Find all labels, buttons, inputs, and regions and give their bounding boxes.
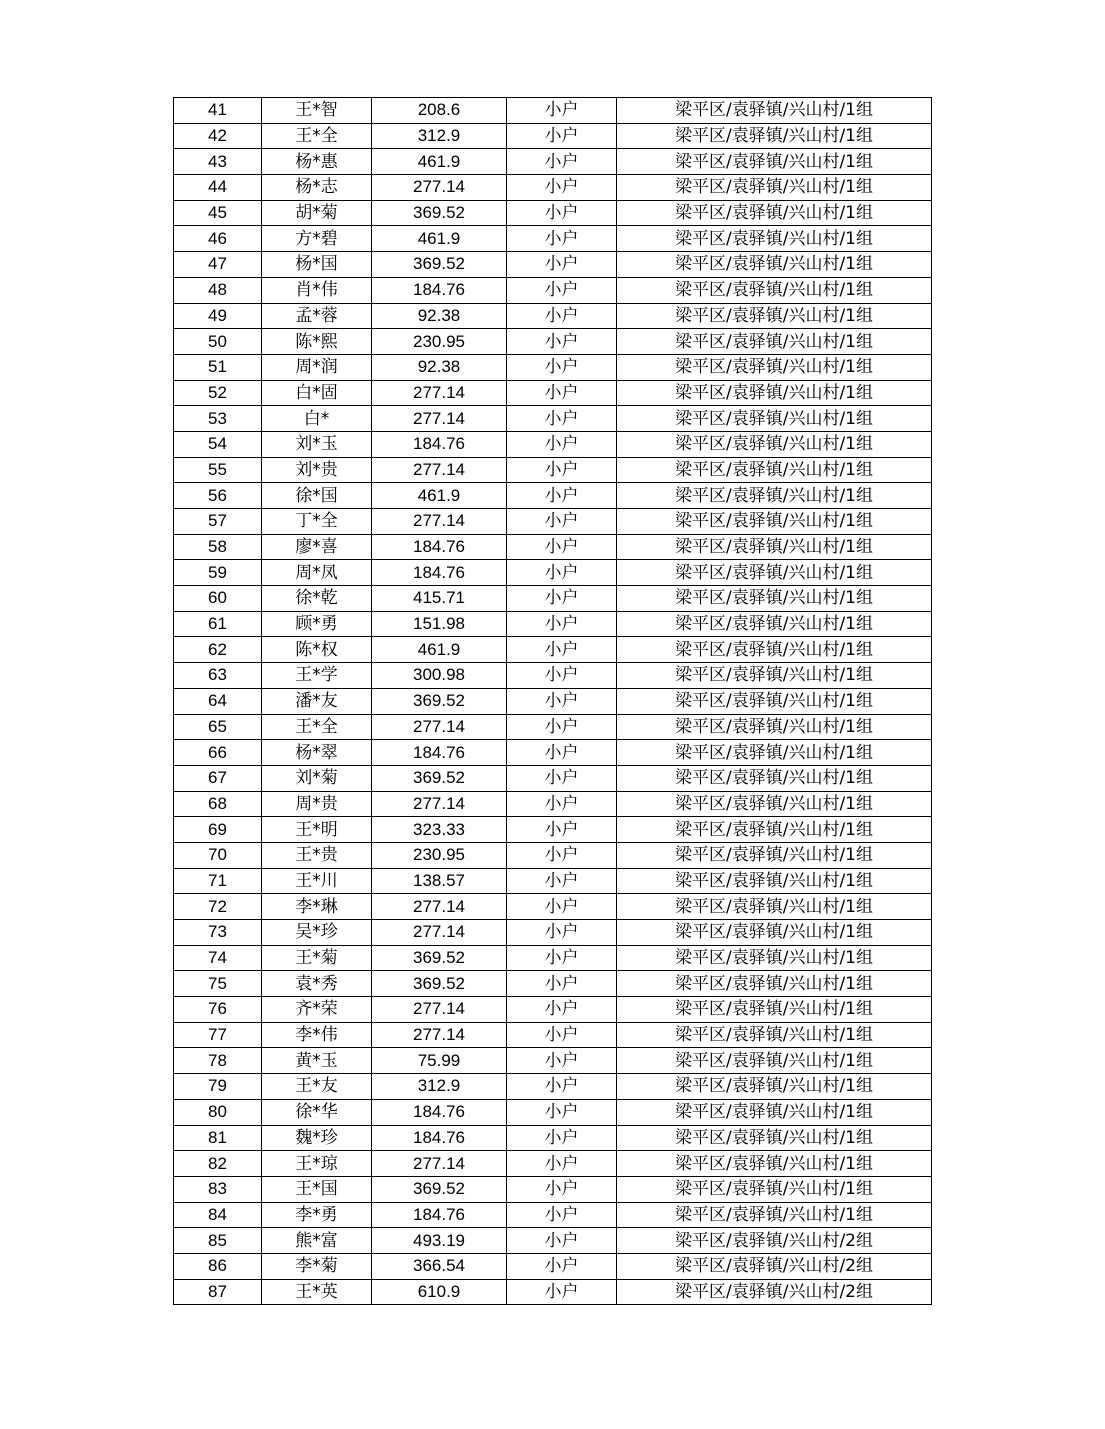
household-type-cell: 小户 (507, 534, 617, 560)
row-number-cell: 80 (174, 1099, 262, 1125)
row-number-cell: 77 (174, 1022, 262, 1048)
name-cell: 孟*蓉 (262, 303, 372, 329)
name-cell: 白* (262, 406, 372, 432)
address-cell: 梁平区/袁驿镇/兴山村/1组 (617, 714, 932, 740)
address-cell: 梁平区/袁驿镇/兴山村/1组 (617, 277, 932, 303)
name-cell: 刘*玉 (262, 431, 372, 457)
name-cell: 杨*国 (262, 252, 372, 278)
amount-cell: 184.76 (372, 740, 507, 766)
name-cell: 陈*熙 (262, 329, 372, 355)
name-cell: 王*友 (262, 1074, 372, 1100)
household-type-cell: 小户 (507, 1074, 617, 1100)
household-type-cell: 小户 (507, 277, 617, 303)
household-type-cell: 小户 (507, 1099, 617, 1125)
table-row (174, 688, 932, 714)
table-row (174, 1074, 932, 1100)
household-type-cell: 小户 (507, 688, 617, 714)
address-cell: 梁平区/袁驿镇/兴山村/1组 (617, 586, 932, 612)
row-number-cell: 46 (174, 226, 262, 252)
table-row (174, 149, 932, 175)
address-cell: 梁平区/袁驿镇/兴山村/1组 (617, 560, 932, 586)
row-number-cell: 76 (174, 997, 262, 1023)
row-number-cell: 85 (174, 1228, 262, 1254)
amount-cell: 184.76 (372, 1202, 507, 1228)
table-row (174, 714, 932, 740)
amount-cell: 461.9 (372, 226, 507, 252)
amount-cell: 461.9 (372, 483, 507, 509)
row-number-cell: 55 (174, 457, 262, 483)
table-row (174, 611, 932, 637)
table-row (174, 817, 932, 843)
amount-cell: 277.14 (372, 791, 507, 817)
table-row (174, 971, 932, 997)
address-cell: 梁平区/袁驿镇/兴山村/1组 (617, 1099, 932, 1125)
table-row (174, 791, 932, 817)
amount-cell: 277.14 (372, 380, 507, 406)
household-type-cell: 小户 (507, 226, 617, 252)
address-cell: 梁平区/袁驿镇/兴山村/1组 (617, 380, 932, 406)
household-type-cell: 小户 (507, 791, 617, 817)
amount-cell: 208.6 (372, 98, 507, 124)
row-number-cell: 62 (174, 637, 262, 663)
address-cell: 梁平区/袁驿镇/兴山村/2组 (617, 1228, 932, 1254)
amount-cell: 461.9 (372, 637, 507, 663)
name-cell: 李*勇 (262, 1202, 372, 1228)
address-cell: 梁平区/袁驿镇/兴山村/1组 (617, 945, 932, 971)
household-type-cell: 小户 (507, 1228, 617, 1254)
table-row (174, 200, 932, 226)
address-cell: 梁平区/袁驿镇/兴山村/1组 (617, 329, 932, 355)
household-type-cell: 小户 (507, 714, 617, 740)
address-cell: 梁平区/袁驿镇/兴山村/1组 (617, 509, 932, 535)
address-cell: 梁平区/袁驿镇/兴山村/1组 (617, 252, 932, 278)
amount-cell: 277.14 (372, 175, 507, 201)
table-row (174, 175, 932, 201)
amount-cell: 75.99 (372, 1048, 507, 1074)
table-row (174, 894, 932, 920)
address-cell: 梁平区/袁驿镇/兴山村/1组 (617, 817, 932, 843)
name-cell: 袁*秀 (262, 971, 372, 997)
address-cell: 梁平区/袁驿镇/兴山村/1组 (617, 842, 932, 868)
amount-cell: 277.14 (372, 509, 507, 535)
amount-cell: 300.98 (372, 663, 507, 689)
name-cell: 杨*翠 (262, 740, 372, 766)
household-type-cell: 小户 (507, 149, 617, 175)
household-type-cell: 小户 (507, 1048, 617, 1074)
table-row (174, 765, 932, 791)
row-number-cell: 59 (174, 560, 262, 586)
table-row (174, 868, 932, 894)
row-number-cell: 56 (174, 483, 262, 509)
name-cell: 徐*乾 (262, 586, 372, 612)
address-cell: 梁平区/袁驿镇/兴山村/1组 (617, 483, 932, 509)
row-number-cell: 44 (174, 175, 262, 201)
row-number-cell: 74 (174, 945, 262, 971)
table-row (174, 1253, 932, 1279)
name-cell: 刘*贵 (262, 457, 372, 483)
row-number-cell: 68 (174, 791, 262, 817)
name-cell: 魏*珍 (262, 1125, 372, 1151)
row-number-cell: 81 (174, 1125, 262, 1151)
address-cell: 梁平区/袁驿镇/兴山村/2组 (617, 1253, 932, 1279)
amount-cell: 230.95 (372, 329, 507, 355)
table-row (174, 586, 932, 612)
name-cell: 廖*喜 (262, 534, 372, 560)
row-number-cell: 52 (174, 380, 262, 406)
address-cell: 梁平区/袁驿镇/兴山村/1组 (617, 688, 932, 714)
table-body (174, 98, 932, 1305)
table-row (174, 123, 932, 149)
household-type-cell: 小户 (507, 920, 617, 946)
row-number-cell: 47 (174, 252, 262, 278)
table-row (174, 1176, 932, 1202)
amount-cell: 277.14 (372, 1022, 507, 1048)
name-cell: 王*英 (262, 1279, 372, 1305)
row-number-cell: 71 (174, 868, 262, 894)
name-cell: 潘*友 (262, 688, 372, 714)
address-cell: 梁平区/袁驿镇/兴山村/1组 (617, 431, 932, 457)
name-cell: 王*菊 (262, 945, 372, 971)
address-cell: 梁平区/袁驿镇/兴山村/1组 (617, 611, 932, 637)
household-type-cell: 小户 (507, 431, 617, 457)
data-table (173, 97, 932, 1305)
name-cell: 刘*菊 (262, 765, 372, 791)
amount-cell: 184.76 (372, 1125, 507, 1151)
address-cell: 梁平区/袁驿镇/兴山村/1组 (617, 791, 932, 817)
amount-cell: 184.76 (372, 534, 507, 560)
table-row (174, 1048, 932, 1074)
address-cell: 梁平区/袁驿镇/兴山村/1组 (617, 1074, 932, 1100)
amount-cell: 277.14 (372, 997, 507, 1023)
table-row (174, 380, 932, 406)
row-number-cell: 60 (174, 586, 262, 612)
name-cell: 王*全 (262, 714, 372, 740)
amount-cell: 277.14 (372, 920, 507, 946)
row-number-cell: 83 (174, 1176, 262, 1202)
address-cell: 梁平区/袁驿镇/兴山村/1组 (617, 971, 932, 997)
row-number-cell: 86 (174, 1253, 262, 1279)
amount-cell: 277.14 (372, 894, 507, 920)
household-type-cell: 小户 (507, 842, 617, 868)
table-row (174, 329, 932, 355)
household-type-cell: 小户 (507, 303, 617, 329)
address-cell: 梁平区/袁驿镇/兴山村/1组 (617, 457, 932, 483)
name-cell: 李*菊 (262, 1253, 372, 1279)
address-cell: 梁平区/袁驿镇/兴山村/1组 (617, 1151, 932, 1177)
table-row (174, 252, 932, 278)
address-cell: 梁平区/袁驿镇/兴山村/1组 (617, 226, 932, 252)
name-cell: 徐*国 (262, 483, 372, 509)
row-number-cell: 66 (174, 740, 262, 766)
name-cell: 周*润 (262, 354, 372, 380)
row-number-cell: 58 (174, 534, 262, 560)
household-type-cell: 小户 (507, 765, 617, 791)
amount-cell: 312.9 (372, 1074, 507, 1100)
row-number-cell: 63 (174, 663, 262, 689)
address-cell: 梁平区/袁驿镇/兴山村/1组 (617, 997, 932, 1023)
household-type-cell: 小户 (507, 663, 617, 689)
address-cell: 梁平区/袁驿镇/兴山村/1组 (617, 1125, 932, 1151)
household-type-cell: 小户 (507, 971, 617, 997)
household-type-cell: 小户 (507, 945, 617, 971)
row-number-cell: 49 (174, 303, 262, 329)
address-cell: 梁平区/袁驿镇/兴山村/1组 (617, 175, 932, 201)
row-number-cell: 45 (174, 200, 262, 226)
household-type-cell: 小户 (507, 380, 617, 406)
address-cell: 梁平区/袁驿镇/兴山村/1组 (617, 98, 932, 124)
table-row (174, 354, 932, 380)
row-number-cell: 53 (174, 406, 262, 432)
name-cell: 白*固 (262, 380, 372, 406)
amount-cell: 493.19 (372, 1228, 507, 1254)
household-type-cell: 小户 (507, 1202, 617, 1228)
table-row (174, 1125, 932, 1151)
amount-cell: 369.52 (372, 688, 507, 714)
name-cell: 王*川 (262, 868, 372, 894)
address-cell: 梁平区/袁驿镇/兴山村/1组 (617, 663, 932, 689)
household-type-cell: 小户 (507, 611, 617, 637)
table-row (174, 483, 932, 509)
amount-cell: 369.52 (372, 1176, 507, 1202)
address-cell: 梁平区/袁驿镇/兴山村/1组 (617, 868, 932, 894)
name-cell: 丁*全 (262, 509, 372, 535)
table-row (174, 457, 932, 483)
table-row (174, 431, 932, 457)
address-cell: 梁平区/袁驿镇/兴山村/1组 (617, 637, 932, 663)
address-cell: 梁平区/袁驿镇/兴山村/1组 (617, 303, 932, 329)
amount-cell: 366.54 (372, 1253, 507, 1279)
name-cell: 肖*伟 (262, 277, 372, 303)
row-number-cell: 42 (174, 123, 262, 149)
address-cell: 梁平区/袁驿镇/兴山村/1组 (617, 149, 932, 175)
row-number-cell: 54 (174, 431, 262, 457)
address-cell: 梁平区/袁驿镇/兴山村/1组 (617, 1202, 932, 1228)
household-type-cell: 小户 (507, 329, 617, 355)
table-row (174, 740, 932, 766)
table-row (174, 303, 932, 329)
household-type-cell: 小户 (507, 457, 617, 483)
amount-cell: 610.9 (372, 1279, 507, 1305)
household-type-cell: 小户 (507, 586, 617, 612)
table-row (174, 1151, 932, 1177)
row-number-cell: 78 (174, 1048, 262, 1074)
table-row (174, 1279, 932, 1305)
row-number-cell: 82 (174, 1151, 262, 1177)
household-type-cell: 小户 (507, 509, 617, 535)
household-type-cell: 小户 (507, 483, 617, 509)
household-type-cell: 小户 (507, 98, 617, 124)
amount-cell: 369.52 (372, 200, 507, 226)
row-number-cell: 79 (174, 1074, 262, 1100)
amount-cell: 184.76 (372, 277, 507, 303)
row-number-cell: 87 (174, 1279, 262, 1305)
row-number-cell: 64 (174, 688, 262, 714)
table-row (174, 560, 932, 586)
address-cell: 梁平区/袁驿镇/兴山村/1组 (617, 740, 932, 766)
row-number-cell: 84 (174, 1202, 262, 1228)
address-cell: 梁平区/袁驿镇/兴山村/1组 (617, 894, 932, 920)
amount-cell: 323.33 (372, 817, 507, 843)
name-cell: 王*国 (262, 1176, 372, 1202)
address-cell: 梁平区/袁驿镇/兴山村/1组 (617, 534, 932, 560)
table-row (174, 945, 932, 971)
household-type-cell: 小户 (507, 1176, 617, 1202)
table-row (174, 663, 932, 689)
name-cell: 徐*华 (262, 1099, 372, 1125)
address-cell: 梁平区/袁驿镇/兴山村/1组 (617, 354, 932, 380)
table-row (174, 226, 932, 252)
table-row (174, 1099, 932, 1125)
name-cell: 熊*富 (262, 1228, 372, 1254)
row-number-cell: 41 (174, 98, 262, 124)
address-cell: 梁平区/袁驿镇/兴山村/1组 (617, 920, 932, 946)
household-type-cell: 小户 (507, 123, 617, 149)
amount-cell: 92.38 (372, 354, 507, 380)
name-cell: 方*碧 (262, 226, 372, 252)
name-cell: 周*凤 (262, 560, 372, 586)
table-row (174, 1202, 932, 1228)
amount-cell: 461.9 (372, 149, 507, 175)
row-number-cell: 61 (174, 611, 262, 637)
household-type-cell: 小户 (507, 406, 617, 432)
table-row (174, 842, 932, 868)
table-row (174, 406, 932, 432)
amount-cell: 415.71 (372, 586, 507, 612)
table-row (174, 534, 932, 560)
amount-cell: 277.14 (372, 457, 507, 483)
table-row (174, 997, 932, 1023)
name-cell: 王*琼 (262, 1151, 372, 1177)
household-type-cell: 小户 (507, 740, 617, 766)
row-number-cell: 51 (174, 354, 262, 380)
household-type-cell: 小户 (507, 1151, 617, 1177)
address-cell: 梁平区/袁驿镇/兴山村/1组 (617, 1022, 932, 1048)
row-number-cell: 43 (174, 149, 262, 175)
name-cell: 杨*志 (262, 175, 372, 201)
row-number-cell: 75 (174, 971, 262, 997)
household-type-cell: 小户 (507, 817, 617, 843)
name-cell: 顾*勇 (262, 611, 372, 637)
amount-cell: 151.98 (372, 611, 507, 637)
row-number-cell: 65 (174, 714, 262, 740)
amount-cell: 184.76 (372, 560, 507, 586)
row-number-cell: 48 (174, 277, 262, 303)
household-type-cell: 小户 (507, 1279, 617, 1305)
household-type-cell: 小户 (507, 200, 617, 226)
household-type-cell: 小户 (507, 1022, 617, 1048)
name-cell: 陈*权 (262, 637, 372, 663)
table-row (174, 1228, 932, 1254)
household-type-cell: 小户 (507, 1125, 617, 1151)
name-cell: 周*贵 (262, 791, 372, 817)
row-number-cell: 72 (174, 894, 262, 920)
address-cell: 梁平区/袁驿镇/兴山村/1组 (617, 1176, 932, 1202)
amount-cell: 369.52 (372, 945, 507, 971)
household-type-cell: 小户 (507, 1253, 617, 1279)
row-number-cell: 67 (174, 765, 262, 791)
household-type-cell: 小户 (507, 997, 617, 1023)
name-cell: 吴*珍 (262, 920, 372, 946)
name-cell: 黄*玉 (262, 1048, 372, 1074)
table-row (174, 277, 932, 303)
table-row (174, 98, 932, 124)
address-cell: 梁平区/袁驿镇/兴山村/1组 (617, 200, 932, 226)
table-row (174, 637, 932, 663)
row-number-cell: 69 (174, 817, 262, 843)
table-row (174, 509, 932, 535)
household-type-cell: 小户 (507, 354, 617, 380)
name-cell: 齐*荣 (262, 997, 372, 1023)
amount-cell: 312.9 (372, 123, 507, 149)
amount-cell: 277.14 (372, 1151, 507, 1177)
amount-cell: 369.52 (372, 765, 507, 791)
address-cell: 梁平区/袁驿镇/兴山村/1组 (617, 406, 932, 432)
amount-cell: 277.14 (372, 714, 507, 740)
name-cell: 李*伟 (262, 1022, 372, 1048)
household-type-cell: 小户 (507, 252, 617, 278)
name-cell: 王*明 (262, 817, 372, 843)
name-cell: 王*全 (262, 123, 372, 149)
row-number-cell: 70 (174, 842, 262, 868)
name-cell: 胡*菊 (262, 200, 372, 226)
amount-cell: 369.52 (372, 971, 507, 997)
address-cell: 梁平区/袁驿镇/兴山村/1组 (617, 123, 932, 149)
name-cell: 杨*惠 (262, 149, 372, 175)
row-number-cell: 73 (174, 920, 262, 946)
table-row (174, 1022, 932, 1048)
address-cell: 梁平区/袁驿镇/兴山村/1组 (617, 1048, 932, 1074)
amount-cell: 277.14 (372, 406, 507, 432)
row-number-cell: 50 (174, 329, 262, 355)
table-row (174, 920, 932, 946)
household-type-cell: 小户 (507, 868, 617, 894)
row-number-cell: 57 (174, 509, 262, 535)
household-type-cell: 小户 (507, 175, 617, 201)
name-cell: 王*贵 (262, 842, 372, 868)
name-cell: 王*学 (262, 663, 372, 689)
amount-cell: 184.76 (372, 431, 507, 457)
household-type-cell: 小户 (507, 894, 617, 920)
address-cell: 梁平区/袁驿镇/兴山村/2组 (617, 1279, 932, 1305)
household-type-cell: 小户 (507, 560, 617, 586)
amount-cell: 92.38 (372, 303, 507, 329)
name-cell: 李*琳 (262, 894, 372, 920)
amount-cell: 184.76 (372, 1099, 507, 1125)
name-cell: 王*智 (262, 98, 372, 124)
address-cell: 梁平区/袁驿镇/兴山村/1组 (617, 765, 932, 791)
amount-cell: 230.95 (372, 842, 507, 868)
amount-cell: 138.57 (372, 868, 507, 894)
amount-cell: 369.52 (372, 252, 507, 278)
household-type-cell: 小户 (507, 637, 617, 663)
